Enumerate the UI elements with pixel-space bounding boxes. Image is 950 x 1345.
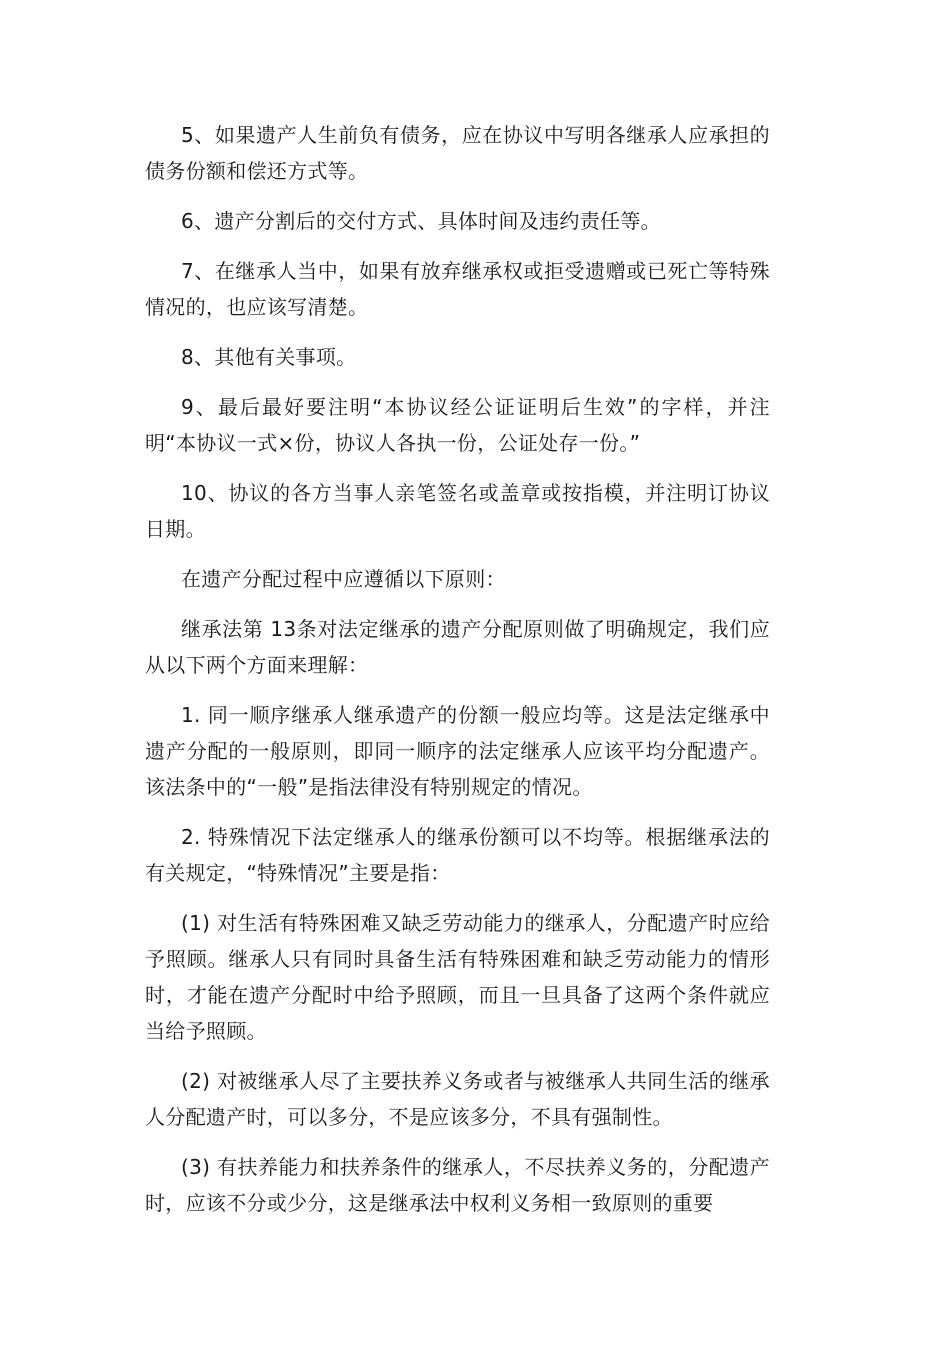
paragraph-special-case-2: (2) 对被继承人尽了主要扶养义务或者与被继承人共同生活的继承人分配遗产时，可以多分，不是应该多分，不具有强制性。 (145, 1069, 770, 1129)
document-body (145, 117, 770, 1235)
paragraph-item-5: 5、如果遗产人生前负有债务，应在协议中写明各继承人应承担的债务份额和偿还方式等。 (145, 123, 770, 183)
paragraph-principles-intro: 在遗产分配过程中应遵循以下原则： (181, 567, 506, 591)
paragraph-special-case-3: (3) 有扶养能力和扶养条件的继承人，不尽扶养义务的，分配遗产时，应该不分或少分，这是继承法中权利义务相一致原则的重要 (145, 1155, 770, 1215)
paragraph-item-10: 10、协议的各方当事人亲笔签名或盖章或按指模，并注明订协议日期。 (145, 481, 770, 541)
paragraph-article-13: 继承法第 13条对法定继承的遗产分配原则做了明确规定，我们应从以下两个方面来理解： (145, 617, 770, 677)
paragraph-item-6: 6、遗产分割后的交付方式、具体时间及违约责任等。 (181, 209, 661, 233)
paragraph-item-7: 7、在继承人当中，如果有放弃继承权或拒受遗赠或已死亡等特殊情况的，也应该写清楚。 (145, 259, 770, 319)
paragraph-item-8: 8、其他有关事项。 (181, 345, 357, 369)
paragraph-item-9: 9、最后最好要注明“本协议经公证证明后生效”的字样，并注明“本协议一式×份，协议人各执一份，公证处存一份。” (145, 395, 770, 455)
paragraph-principle-1: 1. 同一顺序继承人继承遗产的份额一般应均等。这是法定继承中遗产分配的一般原则，即同一顺序的法定继承人应该平均分配遗产。该法条中的“一般”是指法律没有特别规定的情况。 (145, 703, 770, 799)
paragraph-special-case-1: (1) 对生活有特殊困难又缺乏劳动能力的继承人，分配遗产时应给予照顾。继承人只有同时具备生活有特殊困难和缺乏劳动能力的情形时，才能在遗产分配时中给予照顾，而且一旦具备了这两个条件就应当给予照顾。 (145, 911, 770, 1043)
paragraph-principle-2: 2. 特殊情况下法定继承人的继承份额可以不均等。根据继承法的有关规定，“特殊情况”主要是指： (145, 825, 770, 885)
